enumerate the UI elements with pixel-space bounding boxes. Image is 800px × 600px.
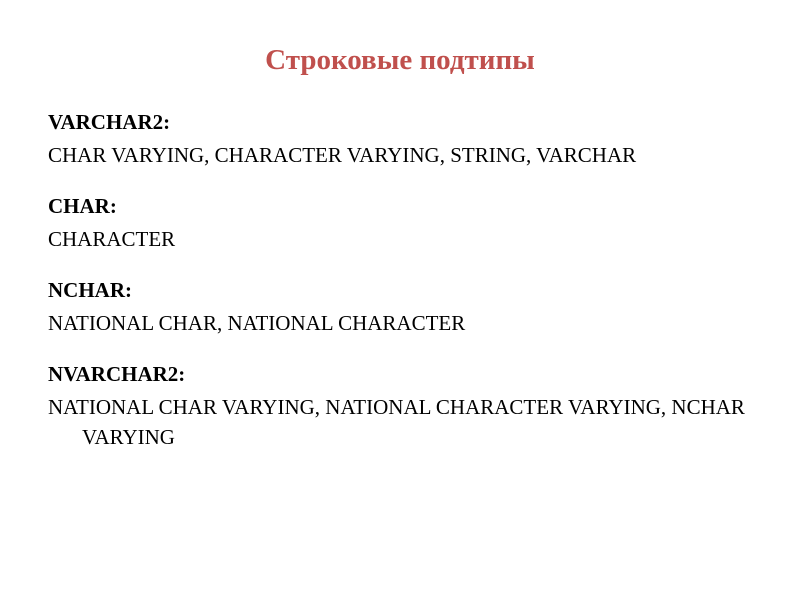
section-items: CHAR VARYING, CHARACTER VARYING, STRING, VARCHAR [48,143,637,167]
section-varchar2 [48,107,768,170]
section-heading: VARCHAR2: [48,110,171,134]
section-items: NATIONAL CHAR VARYING, NATIONAL CHARACTER VARYING, NCHAR VARYING [48,395,745,449]
section-heading: NCHAR: [48,278,132,302]
section-nvarchar2 [48,359,768,452]
section-heading: CHAR: [48,194,117,218]
slide-content [48,107,768,452]
section-char [48,191,768,254]
section-items: CHARACTER [48,227,176,251]
section-items: NATIONAL CHAR, NATIONAL CHARACTER [48,311,466,335]
section-heading: NVARCHAR2: [48,362,186,386]
section-nchar [48,275,768,338]
slide-title: Строковые подтипы [265,44,535,76]
